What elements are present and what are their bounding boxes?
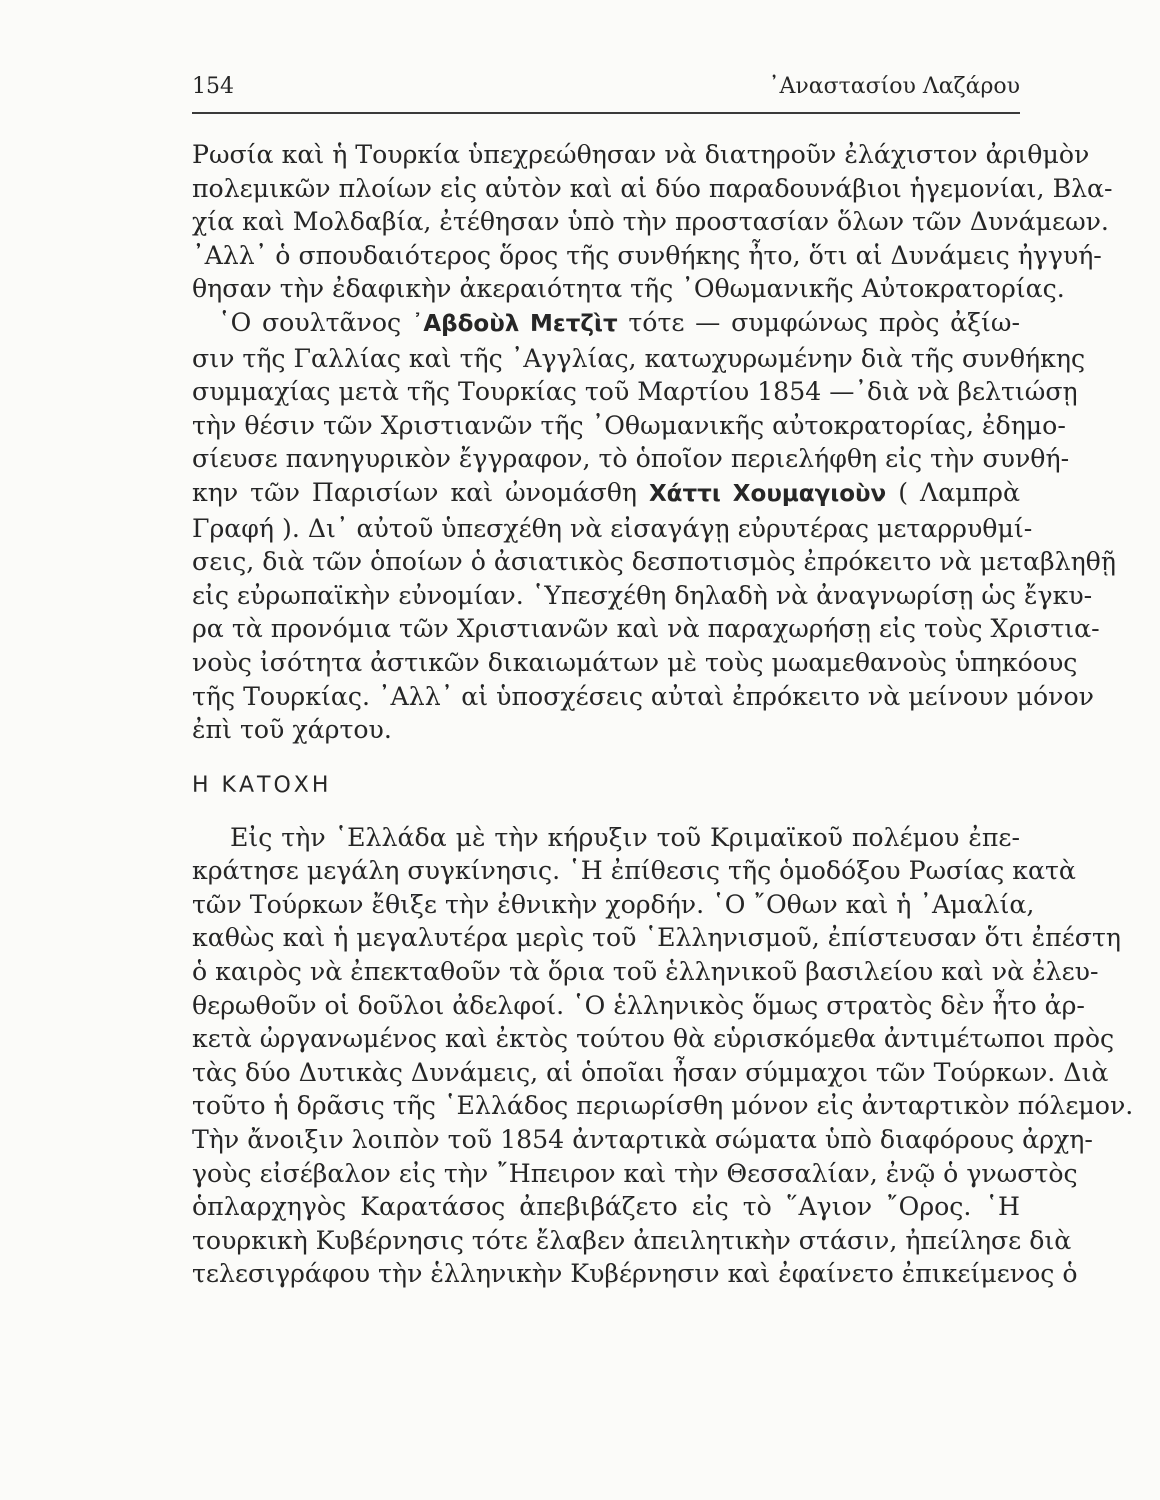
text-line: ὁπλαρχηγὸς Καρατάσος ἀπεβιβάζετο εἰς τὸ ῞Αγιον ῎Ορος. ῾Η <box>192 1192 1020 1222</box>
paragraph-occupation <box>192 821 1134 1291</box>
text-line: τουρκικὴ Κυβέρνησις τότε ἔλαβεν ἀπειλητικὴν στάσιν, ἠπείλησε διὰ <box>192 1225 1072 1255</box>
bold-name-abdul-mecid: ᾿Αβδοὺλ Μετζὶτ <box>411 310 618 337</box>
text-line: εἰς εὐρωπαϊκὴν εὐνομίαν. ῾Υπεσχέθη δηλαδὴ νὰ ἀναγνωρίσῃ ὡς ἔγκυ- <box>192 580 1093 610</box>
text-line: σίευσε πανηγυρικὸν ἔγγραφον, τὸ ὁποῖον περιελήφθη εἰς τὴν συνθή- <box>192 444 1070 474</box>
bold-term-hatti-humayun: Χάττι Χουμαγιοὺν <box>648 480 887 507</box>
text-line: σιν τῆς Γαλλίας καὶ τῆς ᾿Αγγλίας, κατωχυρωμένην διὰ τῆς συνθήκης <box>192 343 1086 373</box>
header-rule <box>192 112 1020 114</box>
text-line <box>192 476 1020 512</box>
page-number: 154 <box>192 74 234 99</box>
text-line: ἐπὶ τοῦ χάρτου. <box>192 715 392 745</box>
text-line: τὴν θέσιν τῶν Χριστιανῶν τῆς ᾿Οθωμανικῆς αὐτοκρατορίας, ἐδημο- <box>192 410 1066 440</box>
text-line: γοὺς εἰσέβαλον εἰς τὴν ῎Ηπειρον καὶ τὴν Θεσσαλίαν, ἐνῷ ὁ γνωστὸς <box>192 1158 1078 1188</box>
text-line: Εἰς τὴν ῾Ελλάδα μὲ τὴν κήρυξιν τοῦ Κριμαϊκοῦ πολέμου ἐπε- <box>230 822 1020 852</box>
text-line: τελεσιγράφου τὴν ἑλληνικὴν Κυβέρνησιν καὶ ἐφαίνετο ἐπικείμενος ὁ <box>192 1259 1078 1289</box>
page-header <box>192 70 1020 112</box>
paragraph-hatti-humayun <box>192 306 1116 747</box>
text-line: χία καὶ Μολδαβία, ἐτέθησαν ὑπὸ τὴν προστασίαν ὅλων τῶν Δυνάμεων. <box>192 207 1109 237</box>
text-line: θερωθοῦν οἱ δοῦλοι ἀδελφοί. ῾Ο ἑλληνικὸς ὅμως στρατὸς δὲν ἦτο ἀρ- <box>192 990 1085 1020</box>
text-line: τῶν Τούρκων ἔθιξε τὴν ἐθνικὴν χορδήν. ῾Ο ῎Οθων καὶ ἡ ᾿Αμαλία, <box>192 889 1035 919</box>
text-line: Ρωσία καὶ ἡ Τουρκία ὑπεχρεώθησαν νὰ διατηροῦν ἐλάχιστον ἀριθμὸν <box>192 140 1090 169</box>
text-line: τὰς δύο Δυτικὰς Δυνάμεις, αἱ ὁποῖαι ἦσαν σύμμαχοι τῶν Τούρκων. Διὰ <box>192 1057 1109 1087</box>
text-line: σεις, διὰ τῶν ὁποίων ὁ ἀσιατικὸς δεσποτισμὸς ἐπρόκειτο νὰ μεταβληθῇ <box>192 547 1116 577</box>
text-line: συμμαχίας μετὰ τῆς Τουρκίας τοῦ Μαρτίου 1854 —᾿διὰ νὰ βελτιώσῃ <box>192 377 1078 407</box>
text-line <box>192 306 1020 342</box>
text-fragment: ῾Ο σουλτᾶνος <box>218 307 402 337</box>
text-line: θησαν τὴν ἐδαφικὴν ἀκεραιότητα τῆς ᾿Οθωμανικῆς Αὐτοκρατορίας. <box>192 274 1065 304</box>
text-fragment: τότε — συμφώνως πρὸς ἀξίω- <box>628 307 1020 337</box>
text-line: τῆς Τουρκίας. ᾿Αλλ᾿ αἱ ὑποσχέσεις αὐταὶ ἐπρόκειτο νὰ μείνουν μόνον <box>192 681 1094 711</box>
text-line: Γραφή ). Δι᾿ αὐτοῦ ὑπεσχέθη νὰ εἰσαγάγῃ εὐρυτέρας μεταρρυθμί- <box>192 513 1033 543</box>
text-line: ᾿Αλλ᾿ ὁ σπουδαιότερος ὅρος τῆς συνθήκης ἦτο, ὅτι αἱ Δυνάμεις ἠγγυή- <box>192 240 1102 270</box>
text-line: ὁ καιρὸς νὰ ἐπεκταθοῦν τὰ ὅρια τοῦ ἑλληνικοῦ βασιλείου καὶ νὰ ἐλευ- <box>192 957 1099 987</box>
paragraph-treaty <box>192 138 1113 306</box>
text-line: ρα τὰ προνόμια τῶν Χριστιανῶν καὶ νὰ παραχωρήσῃ εἰς τοὺς Χριστια- <box>192 614 1100 644</box>
text-fragment: κην τῶν Παρισίων καὶ ὠνομάσθη <box>192 477 637 507</box>
text-line: Τὴν ἄνοιξιν λοιπὸν τοῦ 1854 ἀνταρτικὰ σώματα ὑπὸ διαφόρους ἀρχη- <box>192 1125 1093 1155</box>
text-line: νοὺς ἰσότητα ἀστικῶν δικαιωμάτων μὲ τοὺς μωαμεθανοὺς ὑπηκόους <box>192 647 1078 677</box>
text-line: πολεμικῶν πλοίων εἰς αὐτὸν καὶ αἱ δύο παραδουνάβιοι ἡγεμονίαι, Βλα- <box>192 173 1113 203</box>
section-heading: Η ΚΑΤΟΧΗ <box>192 772 332 798</box>
text-line: κετὰ ὠργανωμένος καὶ ἐκτὸς τούτου θὰ εὑρισκόμεθα ἀντιμέτωποι πρὸς <box>192 1024 1115 1054</box>
running-title: ᾿Αναστασίου Λαζάρου <box>768 74 1020 99</box>
text-line: καθὼς καὶ ἡ μεγαλυτέρα μερὶς τοῦ ῾Ελληνισμοῦ, ἐπίστευσαν ὅτι ἐπέστη <box>192 923 1121 953</box>
book-page <box>192 70 1134 1291</box>
text-fragment: ( Λαμπρὰ <box>898 477 1020 507</box>
text-line: τοῦτο ἡ δρᾶσις τῆς ῾Ελλάδος περιωρίσθη μόνον εἰς ἀνταρτικὸν πόλεμον. <box>192 1091 1134 1121</box>
text-line: κράτησε μεγάλη συγκίνησις. ῾Η ἐπίθεσις τῆς ὁμοδόξου Ρωσίας κατὰ <box>192 856 1076 886</box>
